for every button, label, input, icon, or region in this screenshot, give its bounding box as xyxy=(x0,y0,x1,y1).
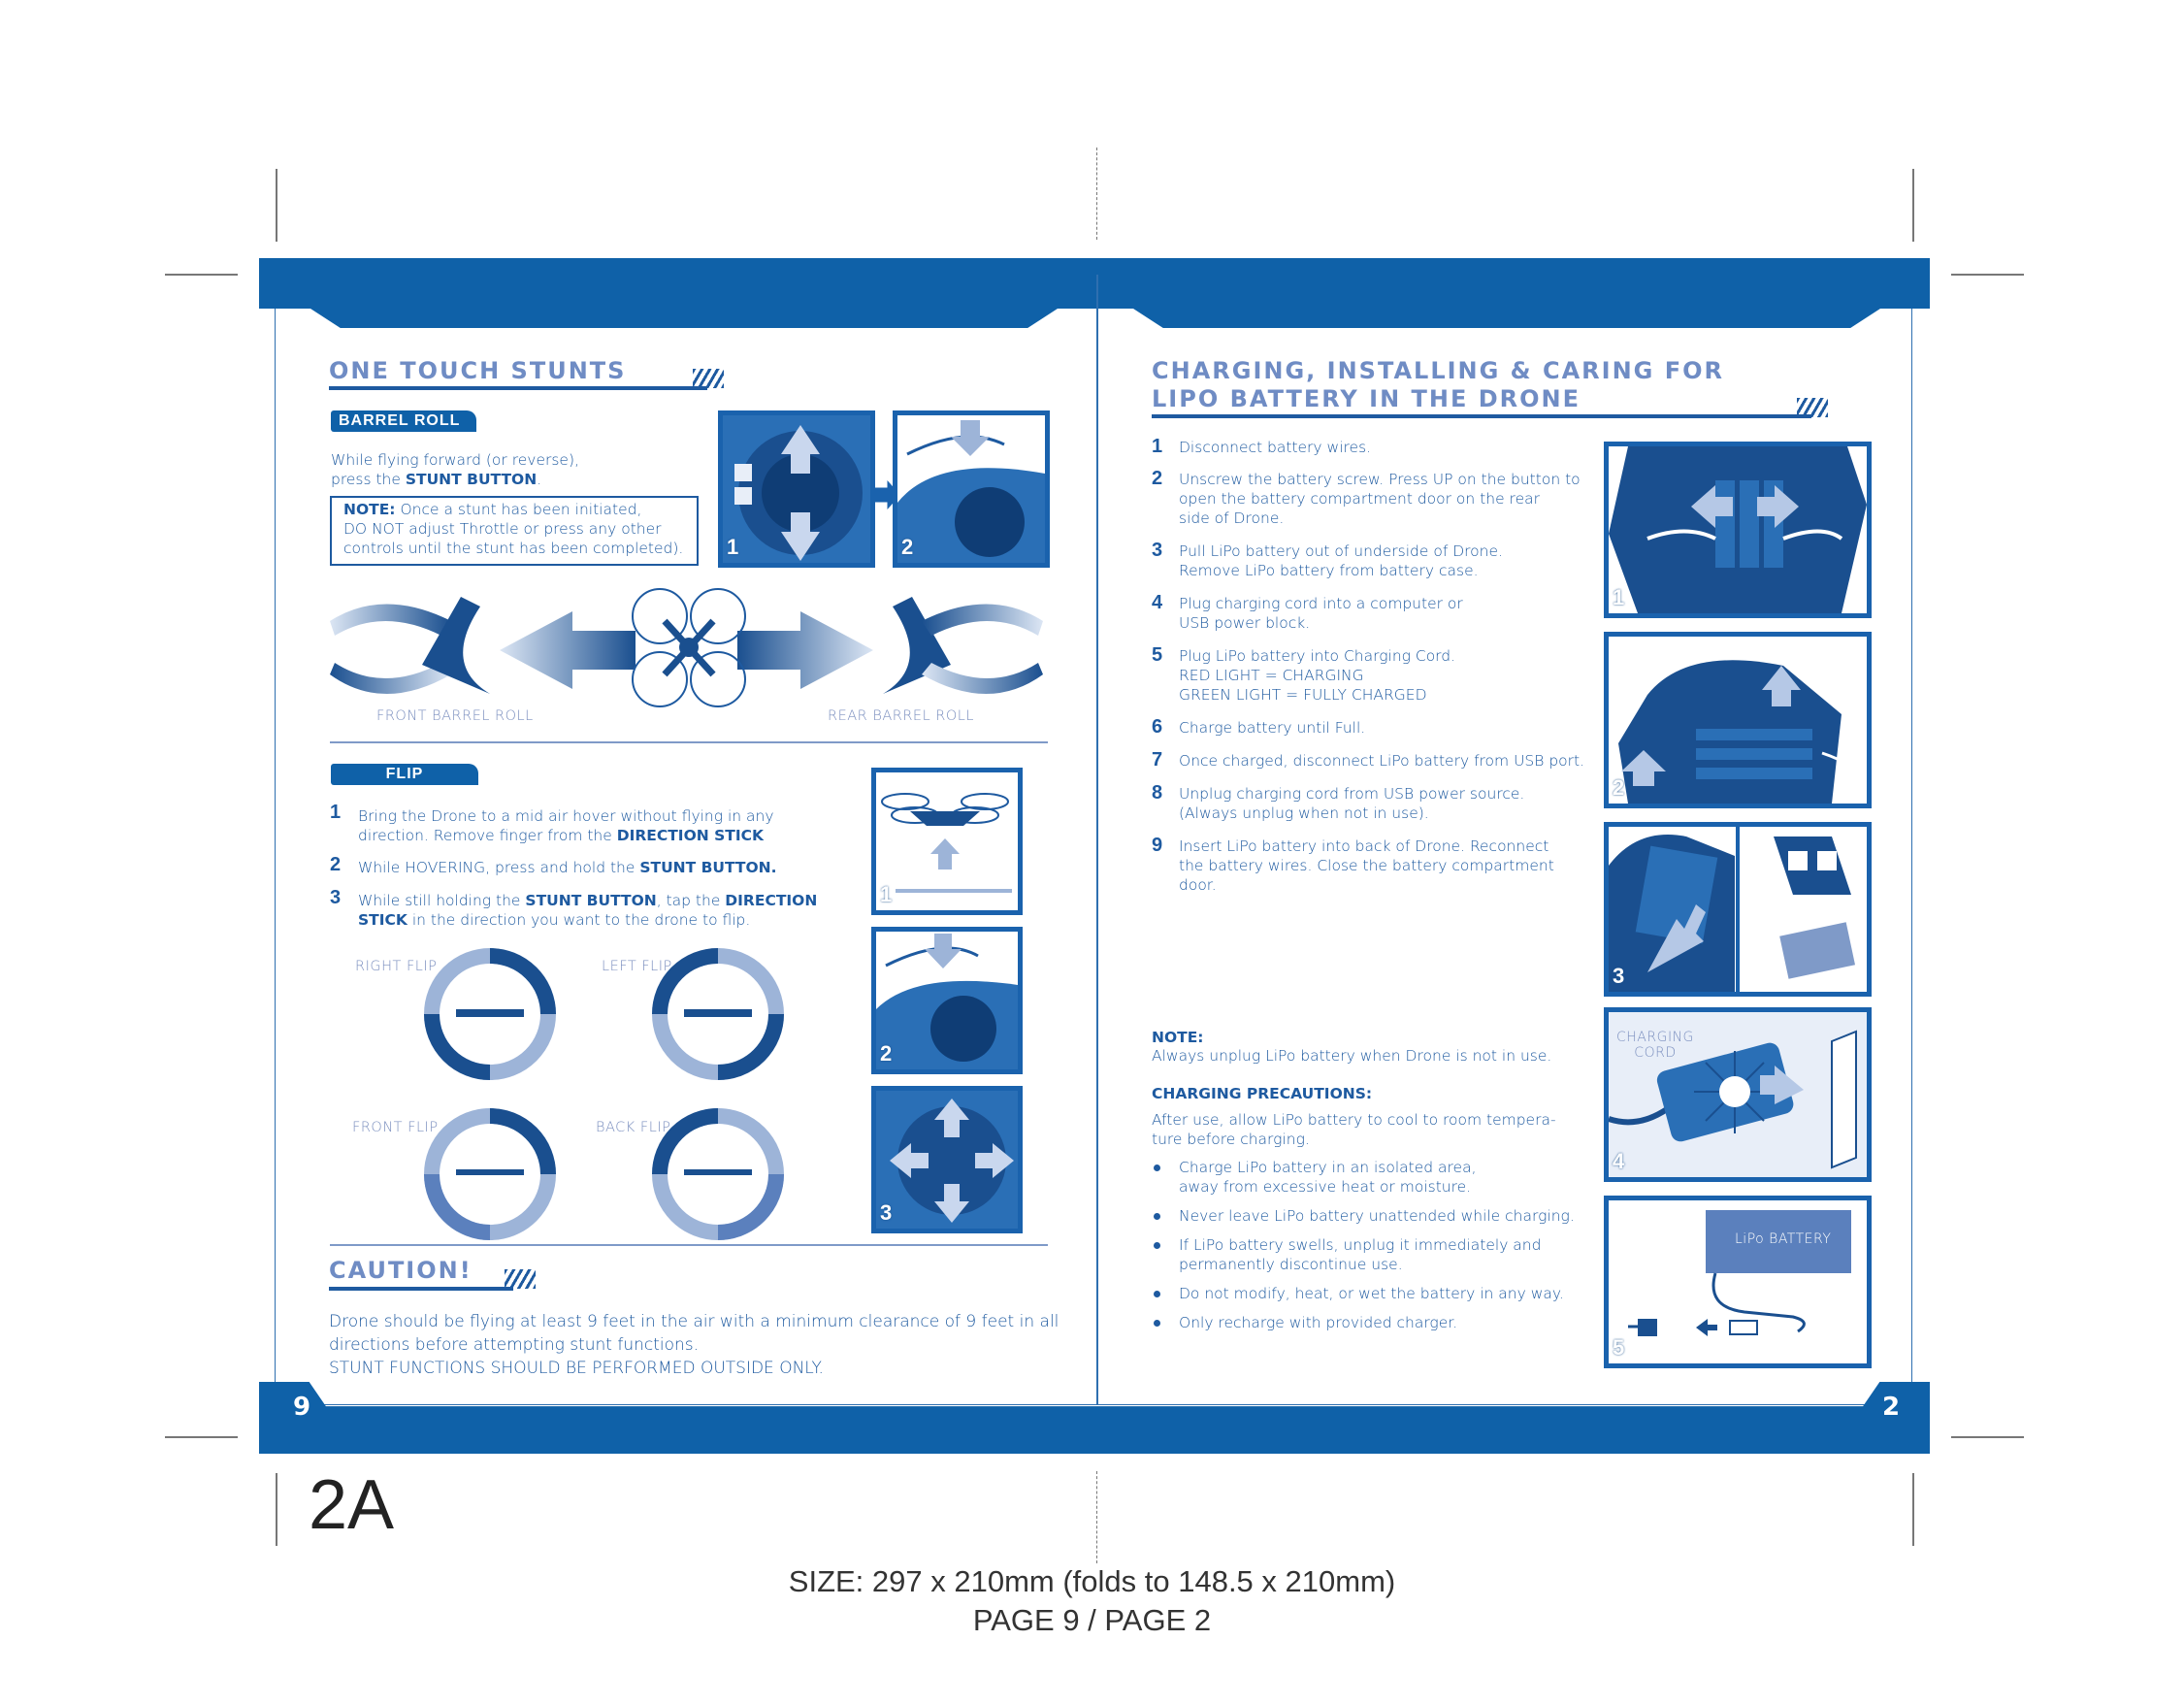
step-text: Plug charging cord into a computer or USB power block. xyxy=(1179,595,1463,632)
step-number: 9 xyxy=(1152,835,1163,856)
precaution-item: If LiPo battery swells, unplug it immediately and permanently discontinue use. xyxy=(1179,1236,1542,1273)
crop-mark xyxy=(1912,169,1914,242)
direction-stick-icon xyxy=(876,1091,1018,1229)
page-line: PAGE 9 / PAGE 2 xyxy=(972,1603,1212,1637)
hover-drone-icon xyxy=(876,772,1018,910)
flip-step-3-number: 3 xyxy=(330,887,342,908)
title-slash-decoration xyxy=(1797,398,1828,417)
bullet-dot xyxy=(1154,1291,1160,1297)
caution-title: CAUTION! xyxy=(329,1257,473,1284)
step-number: 5 xyxy=(1152,644,1163,666)
controller-stick-icon xyxy=(723,415,870,563)
top-band-tab-right xyxy=(1133,309,1880,328)
flip-step-1: Bring the Drone to a mid air hover without flying in any direction. Remove finger from the DIRECTION STICK xyxy=(358,807,774,844)
caution-underline xyxy=(329,1287,513,1291)
precaution-item: Only recharge with provided charger. xyxy=(1179,1314,1458,1331)
right-flip-label: RIGHT FLIP xyxy=(355,959,438,974)
precaution-item: Charge LiPo battery in an isolated area, away from excessive heat or moisture. xyxy=(1179,1159,1477,1196)
step-number: 2 xyxy=(1152,468,1163,489)
divider xyxy=(330,1244,1048,1246)
left-flip-label: LEFT FLIP xyxy=(602,959,672,974)
battery-panel-2: 2 xyxy=(1604,632,1872,808)
step-text: Plug LiPo battery into Charging Cord. RED LIGHT = CHARGING GREEN LIGHT = FULLY CHARGED xyxy=(1179,647,1456,704)
right-title-line-1: CHARGING, INSTALLING & CARING FOR xyxy=(1152,357,1724,384)
flip-step-3: While still holding the STUNT BUTTON, tap the DIRECTION STICK in the direction you want to the drone to flip. xyxy=(358,892,818,929)
step-text: Unscrew the battery screw. Press UP on the button to open the battery compartment door on the rear side of Drone. xyxy=(1179,471,1581,527)
bullet-dot xyxy=(1154,1320,1160,1327)
stunt-button-press-icon xyxy=(876,932,1018,1069)
barrel-roll-panel-1: 1 xyxy=(718,410,875,568)
barrel-roll-intro: While flying forward (or reverse), press the STUNT BUTTON. xyxy=(331,451,579,488)
back-flip-label: BACK FLIP xyxy=(596,1120,671,1135)
fold-mark xyxy=(1096,1471,1097,1563)
precautions-intro: After use, allow LiPo battery to cool to room tempera- ture before charging. xyxy=(1152,1111,1556,1148)
step-number: 3 xyxy=(1152,540,1163,561)
step-text: Pull LiPo battery out of underside of Drone. Remove LiPo battery from battery case. xyxy=(1179,542,1503,579)
precaution-item: Do not modify, heat, or wet the battery in any way. xyxy=(1179,1285,1564,1302)
step-text: Disconnect battery wires. xyxy=(1179,439,1372,456)
note-label: NOTE: xyxy=(1152,1029,1204,1046)
charging-cord-label: CHARGING CORD xyxy=(1616,1030,1694,1061)
step-number: 7 xyxy=(1152,749,1163,771)
battery-removal-icon xyxy=(1609,827,1867,992)
caution-slash-decoration xyxy=(505,1269,536,1289)
step-number: 1 xyxy=(1152,436,1163,457)
crop-mark xyxy=(1951,1436,2024,1438)
title-underline xyxy=(1152,414,1811,418)
flip-step-1-number: 1 xyxy=(330,802,342,823)
top-band-tab-left xyxy=(310,309,1058,328)
front-flip-label: FRONT FLIP xyxy=(352,1120,439,1135)
crop-mark xyxy=(1951,274,2024,276)
note-text: Always unplug LiPo battery when Drone is not in use. xyxy=(1152,1047,1552,1065)
battery-panel-1: 1 xyxy=(1604,442,1872,618)
bullet-dot xyxy=(1154,1242,1160,1249)
step-text: Unplug charging cord from USB power source. (Always unplug when not in use). xyxy=(1179,785,1525,822)
center-fold-line xyxy=(1096,275,1098,1405)
battery-panel-3: 3 xyxy=(1604,822,1872,997)
flip-step-2: While HOVERING, press and hold the STUNT BUTTON. xyxy=(358,859,777,876)
divider xyxy=(330,741,1048,743)
fold-mark xyxy=(1096,148,1097,240)
flip-circles-illustration xyxy=(412,941,800,1252)
flip-panel-1: 1 xyxy=(871,768,1023,915)
bullet-dot xyxy=(1154,1213,1160,1220)
size-line: SIZE: 297 x 210mm (folds to 148.5 x 210mm) xyxy=(788,1564,1396,1598)
lipo-battery-label: LiPo BATTERY xyxy=(1735,1231,1832,1247)
page-number-left: 9 xyxy=(293,1393,311,1422)
flip-tag: FLIP xyxy=(331,764,478,785)
title-underline xyxy=(329,386,707,390)
stunt-button-press-icon xyxy=(897,415,1045,563)
title-slash-decoration xyxy=(693,369,724,388)
flip-panel-2: 2 xyxy=(871,927,1023,1074)
precautions-title: CHARGING PRECAUTIONS: xyxy=(1152,1085,1373,1102)
crop-mark xyxy=(165,1436,238,1438)
battery-plug-icon xyxy=(1609,1200,1867,1363)
step-number: 4 xyxy=(1152,592,1163,613)
battery-screw-icon xyxy=(1609,637,1867,804)
right-title-line-2: LIPO BATTERY IN THE DRONE xyxy=(1152,385,1581,412)
barrel-roll-panel-2: 2 xyxy=(893,410,1050,568)
front-barrel-roll-label: FRONT BARREL ROLL xyxy=(376,708,534,724)
precaution-item: Never leave LiPo battery unattended while charging. xyxy=(1179,1207,1575,1225)
bullet-dot xyxy=(1154,1165,1160,1171)
step-number: 6 xyxy=(1152,716,1163,738)
page-number-right: 2 xyxy=(1882,1393,1901,1422)
flip-panel-3: 3 xyxy=(871,1086,1023,1233)
barrel-roll-illustration xyxy=(325,577,1048,723)
crop-mark xyxy=(165,274,238,276)
step-number: 8 xyxy=(1152,782,1163,804)
page-label: 2A xyxy=(309,1466,395,1544)
barrel-roll-tag: BARREL ROLL xyxy=(331,410,476,432)
crop-mark xyxy=(276,1473,277,1546)
crop-mark xyxy=(1912,1473,1914,1546)
battery-panel-4: CHARGING CORD 4 xyxy=(1604,1007,1872,1182)
battery-compartment-icon xyxy=(1609,446,1867,613)
caution-text: Drone should be flying at least 9 feet in the air with a minimum clearance of 9 feet in all directions before attempting stunt functions. STUNT FUNCTIONS SHOULD BE PERFORMED OUTSIDE ONLY. xyxy=(329,1312,1059,1378)
top-band xyxy=(259,258,1930,309)
crop-mark xyxy=(276,169,277,242)
battery-panel-5: LiPo BATTERY 5 xyxy=(1604,1196,1872,1368)
barrel-roll-note: NOTE: Once a stunt has been initiated, DO NOT adjust Throttle or press any other controls until the stunt has been completed). xyxy=(343,501,684,557)
step-text: Once charged, disconnect LiPo battery from USB port. xyxy=(1179,752,1585,770)
rear-barrel-roll-label: REAR BARREL ROLL xyxy=(828,708,974,724)
step-text: Insert LiPo battery into back of Drone. Reconnect the battery wires. Close the battery compartment door. xyxy=(1179,837,1554,894)
step-text: Charge battery until Full. xyxy=(1179,719,1366,737)
left-title: ONE TOUCH STUNTS xyxy=(329,357,627,384)
flip-step-2-number: 2 xyxy=(330,854,342,875)
